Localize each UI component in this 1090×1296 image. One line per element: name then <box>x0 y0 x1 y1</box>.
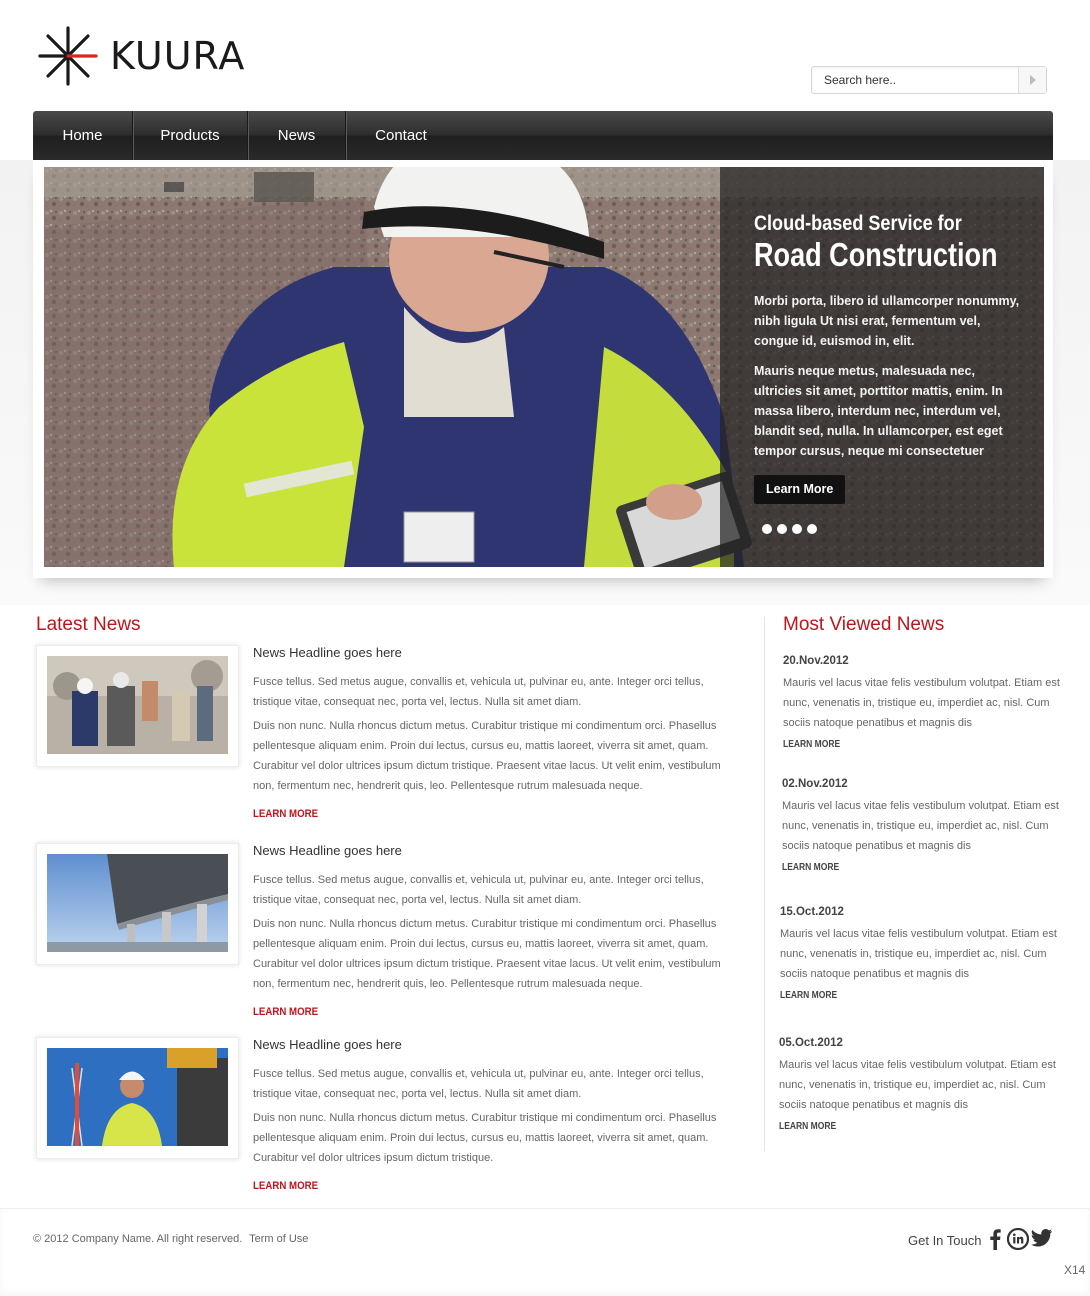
site-header <box>0 0 1090 112</box>
nav-item-contact[interactable]: Contact <box>375 127 427 144</box>
news-learn-more-link[interactable]: LEARN MORE <box>253 808 319 820</box>
hero-slider <box>33 160 1053 578</box>
site-footer <box>0 1208 1090 1296</box>
news-date: 02.Nov.2012 <box>782 778 848 790</box>
news-thumbnail[interactable] <box>36 1037 239 1159</box>
logo[interactable] <box>38 26 245 86</box>
most-viewed-item <box>780 905 1060 1003</box>
hero-learn-more-button[interactable]: Learn More <box>754 475 845 504</box>
most-viewed-learn-more-link[interactable]: LEARN MORE <box>780 990 838 1001</box>
get-in-touch-label: Get In Touch <box>908 1233 982 1248</box>
slider-dot[interactable] <box>777 524 787 534</box>
news-paragraph: Duis non nunc. Nulla rhoncus dictum metus. Curabitur tristique mi condimentum orci. Phasellus pellentesque aliquam enim. Proin dui lectus, cursus eu, mattis laoreet, viverra sit amet, quam. Curabitur vel dolor ultrices ipsum dictum tristique. Praesent vitae lacus. Ut velit enim, vestibulum non, fermentum nec, hendrerit quis, leo. Pellentesque rutrum malesuada neque. <box>253 720 721 792</box>
most-viewed-item <box>782 777 1062 875</box>
most-viewed-item <box>783 654 1063 752</box>
news-date: 15.Oct.2012 <box>780 906 844 918</box>
hero-paragraph: Morbi porta, libero id ullamcorper nonummy, nibh ligula Ut nisi erat, fermentum vel, congue id, euismod in, elit. <box>754 294 1020 348</box>
news-date: 05.Oct.2012 <box>779 1037 843 1049</box>
version-label: X14 <box>1064 1263 1086 1277</box>
search-input[interactable] <box>812 67 1018 93</box>
news-excerpt: Mauris vel lacus vitae felis vestibulum volutpat. Etiam est nunc, venenatis in, tristique eu, imperdiet ac, nisl. Cum sociis natoque penatibus et magnis dis <box>780 928 1057 980</box>
news-headline[interactable]: News Headline goes here <box>253 843 402 858</box>
hero-title: Road Construction <box>754 236 998 273</box>
search-box <box>811 66 1047 94</box>
news-paragraph: Fusce tellus. Sed metus augue, convallis et, vehicula ut, pulvinar eu, ante. Integer orci tellus, tristique vitae, consequat nec, porta vel, lectus. Nulla sit amet diam. <box>253 1068 704 1100</box>
most-viewed-learn-more-link[interactable]: LEARN MORE <box>782 862 840 873</box>
news-body <box>253 1037 741 1194</box>
news-learn-more-link[interactable]: LEARN MORE <box>253 1180 319 1192</box>
news-date: 20.Nov.2012 <box>783 655 849 667</box>
news-paragraph: Fusce tellus. Sed metus augue, convallis et, vehicula ut, pulvinar eu, ante. Integer orci tellus, tristique vitae, consequat nec, porta vel, lectus. Nulla sit amet diam. <box>253 874 704 906</box>
hero-slide <box>44 167 1044 567</box>
hero-paragraph: Mauris neque metus, malesuada nec, ultricies sit amet, porttitor mattis, enim. In massa libero, interdum nec, interdum vel, blandit sed, nulla. In ullamcorper, est eget tempor cursus, neque mi consectetuer <box>754 364 1003 458</box>
most-viewed-item <box>779 1036 1059 1134</box>
arrow-right-icon <box>1030 75 1036 85</box>
news-paragraph: Fusce tellus. Sed metus augue, convallis et, vehicula ut, pulvinar eu, ante. Integer orci tellus, tristique vitae, consequat nec, porta vel, lectus. Nulla sit amet diam. <box>253 676 704 708</box>
logo-asterisk-icon <box>38 26 98 86</box>
news-paragraph: Duis non nunc. Nulla rhoncus dictum metus. Curabitur tristique mi condimentum orci. Phasellus pellentesque aliquam enim. Proin dui lectus, cursus eu, mattis laoreet, viverra sit amet, quam. Curabitur vel dolor ultrices ipsum dictum tristique. Praesent vitae lacus. Ut velit enim, vestibulum non, fermentum nec, hendrerit quis, leo. Pellentesque rutrum malesuada neque. <box>253 918 721 990</box>
news-thumbnail[interactable] <box>36 843 239 965</box>
news-thumbnail[interactable] <box>36 645 239 767</box>
most-viewed-learn-more-link[interactable]: LEARN MORE <box>783 739 841 750</box>
hero-caption <box>720 167 1044 567</box>
twitter-icon[interactable] <box>1031 1228 1053 1248</box>
terms-link[interactable]: Term of Use <box>249 1233 309 1245</box>
news-body <box>253 645 741 822</box>
copyright <box>33 1233 312 1245</box>
logo-text: KUURA <box>110 34 246 78</box>
news-headline[interactable]: News Headline goes here <box>253 1037 402 1052</box>
news-excerpt: Mauris vel lacus vitae felis vestibulum volutpat. Etiam est nunc, venenatis in, tristique eu, imperdiet ac, nisl. Cum sociis natoque penatibus et magnis dis <box>783 677 1060 729</box>
news-excerpt: Mauris vel lacus vitae felis vestibulum volutpat. Etiam est nunc, venenatis in, tristique eu, imperdiet ac, nisl. Cum sociis natoque penatibus et magnis dis <box>779 1059 1056 1111</box>
news-photo-engineer <box>47 1048 228 1146</box>
slider-pagination <box>762 524 817 534</box>
most-viewed-title: Most Viewed News <box>783 614 945 635</box>
main-nav <box>33 111 1053 160</box>
latest-news-title: Latest News <box>36 614 141 635</box>
facebook-icon[interactable] <box>988 1228 1002 1250</box>
news-excerpt: Mauris vel lacus vitae felis vestibulum volutpat. Etiam est nunc, venenatis in, tristique eu, imperdiet ac, nisl. Cum sociis natoque penatibus et magnis dis <box>782 800 1059 852</box>
linkedin-icon[interactable] <box>1007 1228 1029 1250</box>
news-photo-workers <box>47 656 228 754</box>
slider-dot[interactable] <box>807 524 817 534</box>
news-paragraph: Duis non nunc. Nulla rhoncus dictum metus. Curabitur tristique mi condimentum orci. Phasellus pellentesque aliquam enim. Proin dui lectus, cursus eu, mattis laoreet, viverra sit amet, quam. Curabitur vel dolor ultrices ipsum dictum tristique. <box>253 1112 717 1164</box>
hero-subtitle: Cloud-based Service for <box>754 212 962 235</box>
nav-item-products[interactable]: Products <box>133 111 248 160</box>
slider-dot[interactable] <box>762 524 772 534</box>
most-viewed-learn-more-link[interactable]: LEARN MORE <box>779 1121 837 1132</box>
nav-item-news[interactable]: News <box>248 111 346 160</box>
column-divider <box>764 617 765 1151</box>
news-learn-more-link[interactable]: LEARN MORE <box>253 1006 319 1018</box>
search-submit-button[interactable] <box>1018 67 1046 93</box>
slider-dot[interactable] <box>792 524 802 534</box>
copyright-text: © 2012 Company Name. All right reserved. <box>33 1233 243 1245</box>
news-photo-overpass <box>47 854 228 952</box>
nav-item-home[interactable]: Home <box>33 111 133 160</box>
news-headline[interactable]: News Headline goes here <box>253 645 402 660</box>
news-body <box>253 843 741 1020</box>
